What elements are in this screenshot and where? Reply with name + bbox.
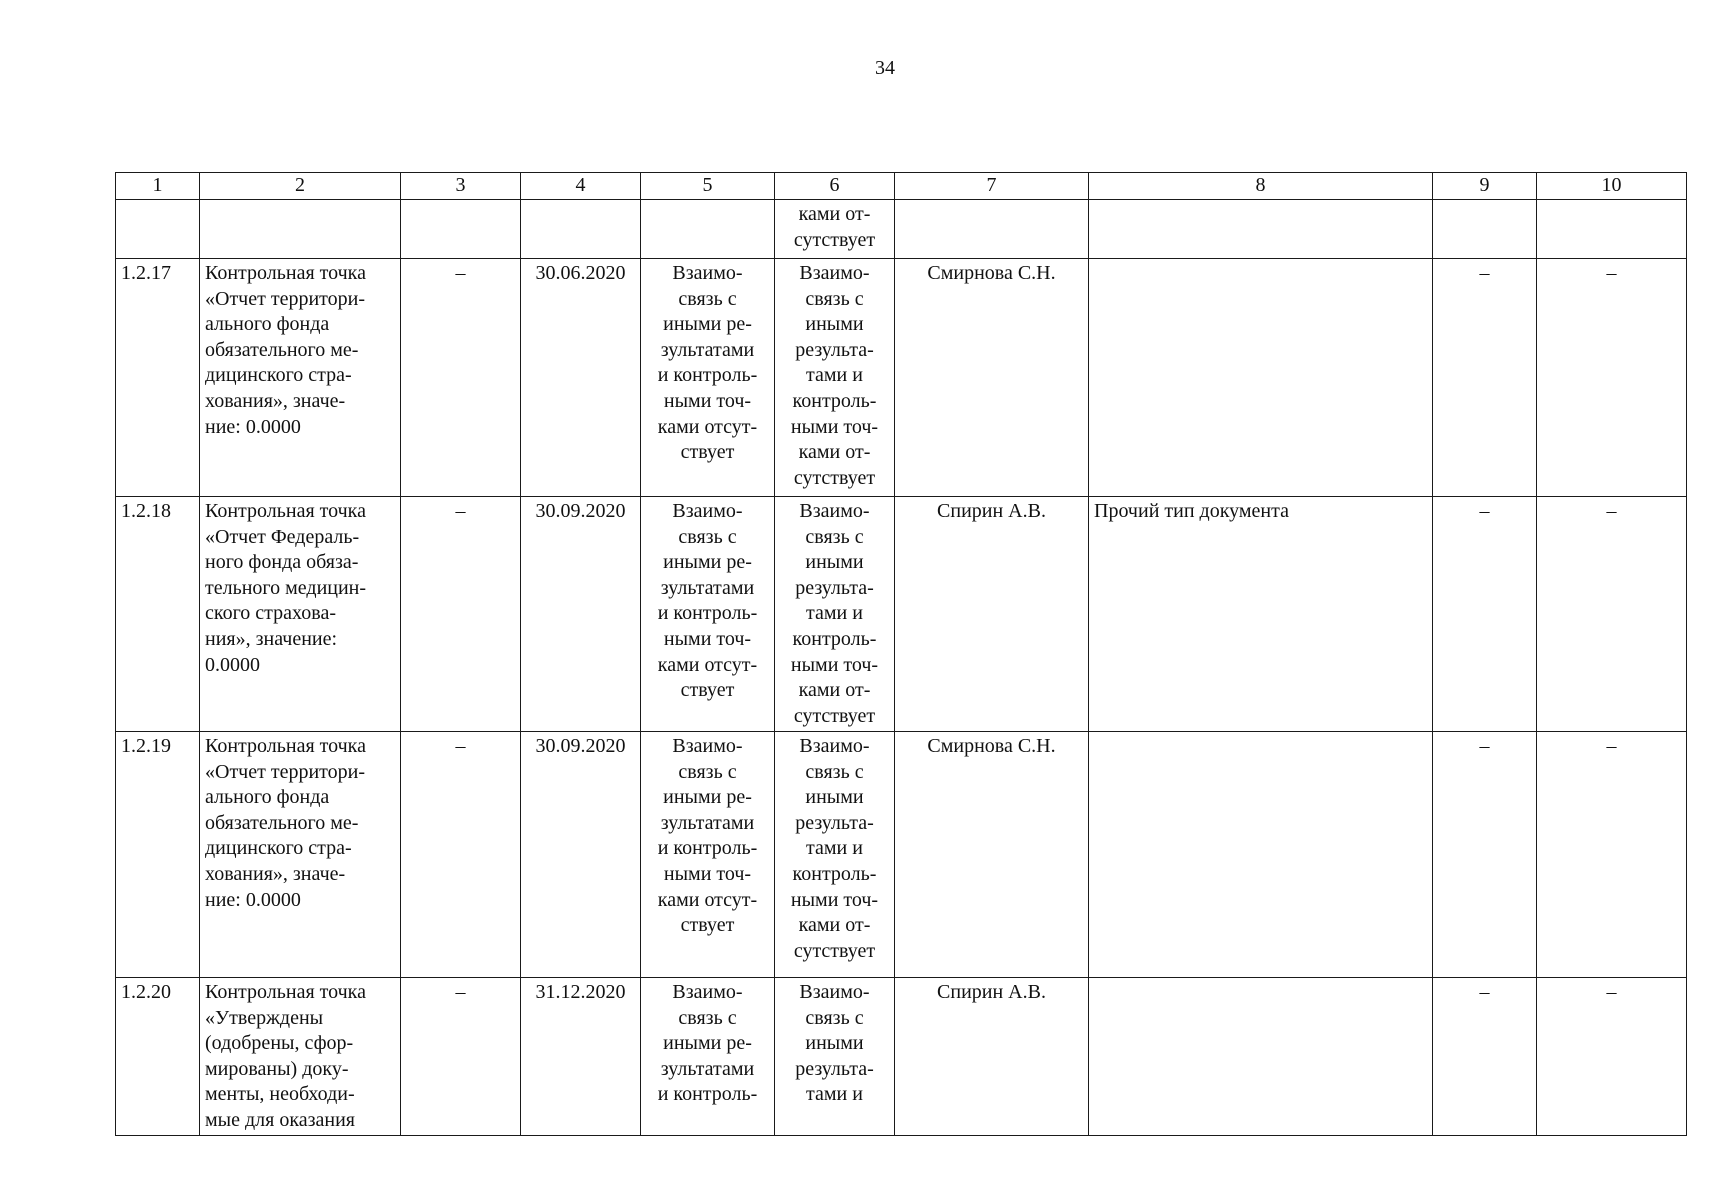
column-10-value: –: [1537, 732, 1687, 978]
document-type: Прочий тип документа: [1089, 497, 1433, 732]
table-cell: [641, 200, 775, 259]
relation-cell: Взаимо- связь с иными ре- зультатами и контроль- ными точ- ками отсут- ствует: [641, 732, 775, 978]
column-header-4: 4: [521, 173, 641, 200]
table-cell: [401, 200, 521, 259]
table-cell: [200, 200, 401, 259]
column-header-6: 6: [775, 173, 895, 200]
document-type: [1089, 978, 1433, 1136]
control-points-table: [115, 172, 1687, 1136]
relation-cell: Взаимо- связь с иными результа- тами и контроль- ными точ- ками от- сутствует: [775, 732, 895, 978]
column-3-value: –: [401, 497, 521, 732]
responsible-person: Спирин А.В.: [895, 978, 1089, 1136]
column-header-9: 9: [1433, 173, 1537, 200]
relation-cell: Взаимо- связь с иными результа- тами и контроль- ными точ- ками от- сутствует: [775, 497, 895, 732]
column-header-3: 3: [401, 173, 521, 200]
deadline-date: 30.09.2020: [521, 732, 641, 978]
column-header-8: 8: [1089, 173, 1433, 200]
table-cell: [895, 200, 1089, 259]
document-type: [1089, 259, 1433, 497]
table-cell: [1537, 200, 1687, 259]
column-header-2: 2: [200, 173, 401, 200]
deadline-date: 30.09.2020: [521, 497, 641, 732]
column-header-1: 1: [116, 173, 200, 200]
table-cell: [521, 200, 641, 259]
deadline-date: 31.12.2020: [521, 978, 641, 1136]
relation-cell: Взаимо- связь с иными ре- зультатами и контроль-: [641, 978, 775, 1136]
table-cell: [1089, 200, 1433, 259]
row-number: 1.2.20: [116, 978, 200, 1136]
table-row: [116, 732, 1687, 978]
table-cell: [116, 200, 200, 259]
row-number: 1.2.19: [116, 732, 200, 978]
deadline-date: 30.06.2020: [521, 259, 641, 497]
responsible-person: Смирнова С.Н.: [895, 732, 1089, 978]
column-header-5: 5: [641, 173, 775, 200]
column-9-value: –: [1433, 497, 1537, 732]
control-point-name: Контрольная точка «Отчет территори- ального фонда обязательного ме- дицинского стра- хования», значе- ние: 0.0000: [200, 732, 401, 978]
responsible-person: Спирин А.В.: [895, 497, 1089, 732]
column-10-value: –: [1537, 259, 1687, 497]
relation-cell: [775, 200, 895, 259]
relation-cell: Взаимо- связь с иными ре- зультатами и контроль- ными точ- ками отсут- ствует: [641, 497, 775, 732]
column-9-value: –: [1433, 732, 1537, 978]
table-row: [116, 259, 1687, 497]
control-point-name: Контрольная точка «Отчет Федераль- ного фонда обяза- тельного медицин- ского страхова- ния», значение: 0.0000: [200, 497, 401, 732]
column-9-value: –: [1433, 978, 1537, 1136]
column-10-value: –: [1537, 978, 1687, 1136]
column-10-value: –: [1537, 497, 1687, 732]
column-3-value: –: [401, 259, 521, 497]
relation-cell: Взаимо- связь с иными ре- зультатами и контроль- ными точ- ками отсут- ствует: [641, 259, 775, 497]
table-row: [116, 978, 1687, 1136]
continuation-row: [116, 200, 1687, 259]
relation-text: ками от- сутствует: [793, 203, 876, 251]
document-type: [1089, 732, 1433, 978]
page-number: 34: [875, 57, 895, 79]
column-3-value: –: [401, 732, 521, 978]
control-point-name: Контрольная точка «Утверждены (одобрены, сфор- мированы) доку- менты, необходи- мые для оказания: [200, 978, 401, 1136]
control-point-name: Контрольная точка «Отчет территори- ального фонда обязательного ме- дицинского стра- хования», значе- ние: 0.0000: [200, 259, 401, 497]
relation-cell: Взаимо- связь с иными результа- тами и: [775, 978, 895, 1136]
header-row: [116, 173, 1687, 200]
relation-cell: Взаимо- связь с иными результа- тами и контроль- ными точ- ками от- сутствует: [775, 259, 895, 497]
row-number: 1.2.18: [116, 497, 200, 732]
column-header-10: 10: [1537, 173, 1687, 200]
table-row: [116, 497, 1687, 732]
table-cell: [1433, 200, 1537, 259]
column-3-value: –: [401, 978, 521, 1136]
column-header-7: 7: [895, 173, 1089, 200]
responsible-person: Смирнова С.Н.: [895, 259, 1089, 497]
column-9-value: –: [1433, 259, 1537, 497]
row-number: 1.2.17: [116, 259, 200, 497]
